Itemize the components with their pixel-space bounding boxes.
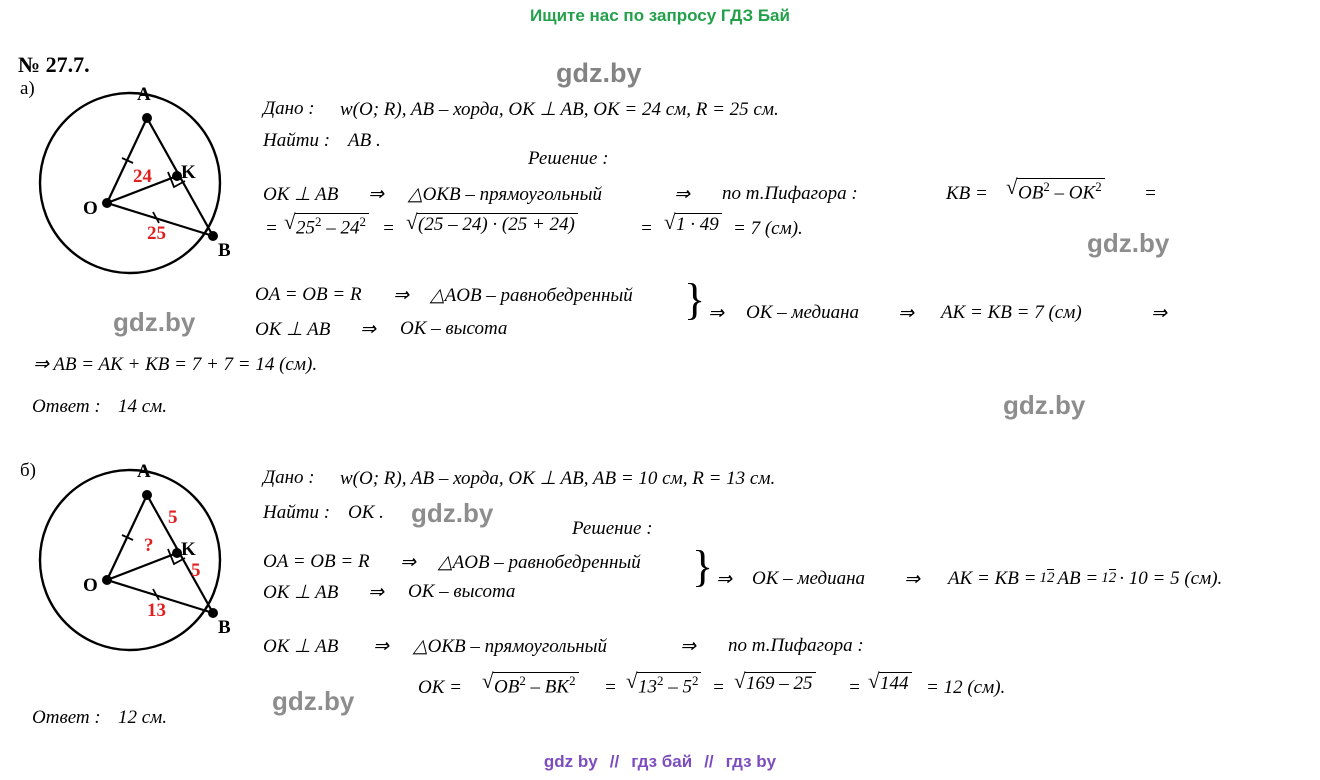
part-a-line1-lhs: OK ⊥ AB — [263, 184, 339, 205]
part-b-fraction-2 — [1101, 571, 1116, 587]
part-a-line5-implies1: ⇒ — [708, 303, 724, 324]
part-b-given-label: Дано : — [263, 467, 315, 488]
part-b-line5-eq1: = — [604, 677, 617, 698]
part-b-line1-triangle: △AOB – равнобедренный — [438, 552, 641, 573]
part-a-line1-implies2: ⇒ — [674, 184, 690, 205]
part-b-line1-lhs: OA = OB = R — [263, 551, 370, 572]
part-a-line3-implies: ⇒ — [393, 285, 409, 306]
part-a-line5-median: OK – медиана — [746, 302, 860, 323]
figure-a-point-A: A — [137, 84, 151, 105]
part-a-line6: ⇒ AB = AK + KB = 7 + 7 = 14 (см). — [33, 354, 318, 375]
figure-a-point-B: B — [218, 240, 231, 261]
figure-b-point-A: A — [137, 461, 151, 482]
part-a-label: а) — [20, 78, 35, 99]
part-a-line2-result: = 7 (см). — [733, 218, 803, 239]
part-b-find-text: OK . — [348, 502, 384, 523]
part-b-fraction-2-num: 1 — [1101, 569, 1109, 586]
part-a-brace: } — [684, 275, 706, 324]
part-b-fraction-1-num: 1 — [1039, 569, 1047, 586]
part-b-answer-value: 12 см. — [118, 707, 168, 728]
part-a-line1-sqrt — [1004, 178, 1107, 204]
part-b-line5-sqrt3 — [732, 672, 818, 695]
part-b-line3-implies1: ⇒ — [716, 569, 732, 590]
part-a-line2-radicand2: (25 – 24) · (25 + 24) — [417, 213, 578, 236]
figure-b — [25, 455, 255, 665]
part-a-answer-label: Ответ : — [32, 396, 101, 417]
part-a-line2-radicand1: $25^2 - 24^2$ — [295, 213, 369, 239]
part-b-line5-lhs: OK = — [418, 677, 462, 698]
figure-a-length-ob: 25 — [147, 223, 166, 244]
part-b-line4-lhs: OK ⊥ AB — [263, 636, 339, 657]
figure-b-point-K: K — [181, 539, 196, 560]
part-b-line5-radicand1: $OB^2 - BK^2$ — [493, 672, 579, 698]
part-b-line4-implies1: ⇒ — [373, 636, 389, 657]
part-a-line2-eq0: = — [265, 218, 278, 239]
part-a-line2-eq2: = — [640, 218, 653, 239]
bottom-banner-sep-1: // — [609, 752, 620, 771]
part-b-label: б) — [20, 460, 36, 481]
part-a-line2-sqrt2 — [404, 213, 580, 236]
part-a-line2-radicand3: 1 · 49 — [675, 213, 722, 236]
watermark: gdz.by — [113, 307, 196, 337]
part-a-line2-sqrt1 — [282, 213, 371, 239]
watermark: gdz.by — [1003, 390, 1086, 420]
bottom-promo-banner — [0, 752, 1320, 772]
part-b-line3-implies2: ⇒ — [904, 569, 920, 590]
part-a-line1-radicand: $OB^2 - OK^2$ — [1017, 178, 1105, 204]
part-a-find-text: AB . — [348, 130, 381, 151]
part-a-line4-lhs: OK ⊥ AB — [255, 319, 331, 340]
part-b-line3-ab: AB = — [1057, 568, 1099, 589]
part-b-line5-sqrt1 — [480, 672, 581, 698]
part-a-answer-value: 14 см. — [118, 396, 168, 417]
part-b-line4-theorem: по т.Пифагора : — [728, 635, 864, 656]
part-b-line1-implies: ⇒ — [400, 552, 416, 573]
part-b-brace: } — [692, 542, 714, 591]
figure-a — [25, 78, 255, 288]
part-b-fraction-1-den: 2 — [1046, 569, 1055, 586]
part-b-fraction-2-den: 2 — [1108, 569, 1117, 586]
part-b-line5-sqrt4 — [866, 672, 914, 695]
part-b-line5-eq3: = — [848, 677, 861, 698]
part-a-line3-lhs: OA = OB = R — [255, 284, 362, 305]
figure-a-point-O: O — [83, 198, 98, 219]
part-b-line3-median: OK – медиана — [752, 568, 866, 589]
part-b-line5-sqrt2 — [624, 672, 703, 698]
part-a-line3-triangle: △AOB – равнобедренный — [430, 285, 633, 306]
task-number: № 27.7. — [18, 52, 90, 77]
top-promo-banner: Ищите нас по запросу ГДЗ Бай — [530, 6, 790, 25]
watermark: gdz.by — [556, 58, 642, 88]
figure-b-length-ak: 5 — [168, 507, 178, 528]
part-b-line5-radicand2: $13^2 - 5^2$ — [637, 672, 701, 698]
part-a-line1-eq: = — [1144, 183, 1157, 204]
watermark: gdz.by — [272, 686, 355, 716]
part-a-line2-sqrt3 — [662, 213, 724, 236]
part-a-given-text: w(O; R), AB – хорда, OK ⊥ AB, OK = 24 см, R = 25 см. — [340, 99, 779, 120]
watermark: gdz.by — [1087, 228, 1170, 258]
part-b-line5-radicand4: 144 — [879, 672, 912, 695]
part-b-line5-radicand3: 169 – 25 — [745, 672, 816, 695]
part-a-line4-rhs: OK – высота — [400, 318, 508, 339]
bottom-banner-text-1: gdz by — [543, 752, 598, 771]
part-a-line5-implies2: ⇒ — [898, 303, 914, 324]
figure-a-point-K: K — [181, 162, 196, 183]
part-b-find-label: Найти : — [263, 502, 331, 523]
figure-a-length-ok: 24 — [133, 166, 152, 187]
bottom-banner-text-2: гдз бай — [631, 752, 693, 771]
part-b-line4-triangle: △OKB – прямоугольный — [413, 636, 608, 657]
figure-b-point-O: O — [83, 575, 98, 596]
bottom-banner-sep-2: // — [704, 752, 714, 771]
figure-b-length-ob: 13 — [147, 600, 166, 621]
part-b-line3-expr — [948, 568, 1222, 590]
part-b-line3-ak-kb: AK = KB = — [948, 568, 1037, 589]
figure-b-length-ok: ? — [144, 535, 154, 556]
part-b-given-text: w(O; R), AB – хорда, OK ⊥ AB, AB = 10 см, R = 13 см. — [340, 468, 776, 489]
part-a-line1-implies1: ⇒ — [368, 184, 384, 205]
figure-b-length-kb: 5 — [191, 560, 201, 581]
part-b-line2-implies: ⇒ — [368, 582, 384, 603]
part-a-solution-label: Решение : — [528, 148, 609, 169]
part-b-line4-implies2: ⇒ — [680, 636, 696, 657]
part-b-answer-label: Ответ : — [32, 707, 101, 728]
part-a-line5-result: AK = KB = 7 (см) — [941, 302, 1082, 323]
part-b-line2-rhs: OK – высота — [408, 581, 516, 602]
part-a-line2-eq1: = — [382, 218, 395, 239]
part-b-line5-result: = 12 (см). — [926, 677, 1006, 698]
part-b-line5-eq2: = — [712, 677, 725, 698]
part-a-line1-kb: KB = — [946, 183, 988, 204]
part-a-line4-implies: ⇒ — [360, 319, 376, 340]
part-b-fraction-1 — [1039, 571, 1054, 587]
part-a-line1-triangle: △OKB – прямоугольный — [408, 184, 603, 205]
part-a-line1-theorem: по т.Пифагора : — [722, 183, 858, 204]
part-a-given-label: Дано : — [263, 98, 315, 119]
part-b-solution-label: Решение : — [572, 518, 653, 539]
bottom-banner-text-3: гдз by — [725, 752, 777, 771]
watermark: gdz.by — [411, 498, 494, 528]
figure-b-point-B: B — [218, 617, 231, 638]
part-a-line5-implies3: ⇒ — [1151, 303, 1167, 324]
part-b-line2-lhs: OK ⊥ AB — [263, 582, 339, 603]
part-a-find-label: Найти : — [263, 130, 331, 151]
part-b-line3-result: · 10 = 5 (см). — [1119, 568, 1223, 589]
